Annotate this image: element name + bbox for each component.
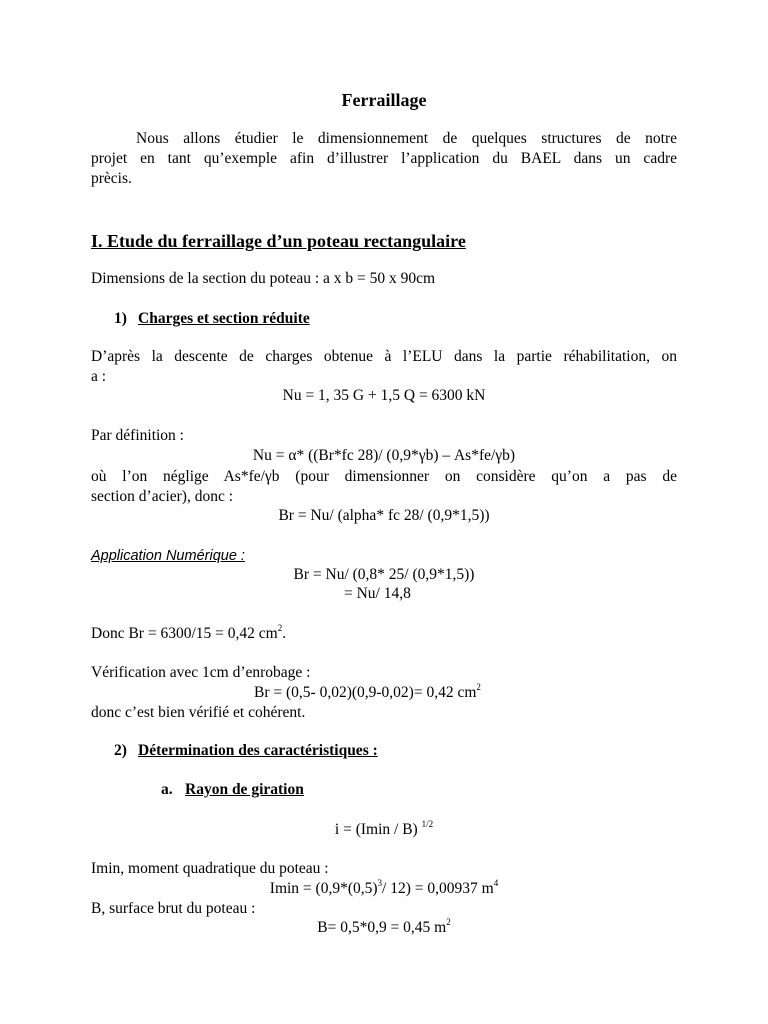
formula-definition: Nu = α* ((Br*fc 28)/ (0,9*γb) – As*fe/γb) — [252, 447, 516, 464]
subsection-1-number: 1) — [114, 310, 127, 327]
verification-formula-text: Br = (0,5- 0,02)(0,9-0,02)= 0,42 cm — [254, 684, 477, 701]
neglige-text-line-2: section d’acier), donc : — [91, 488, 234, 505]
imin-label: Imin, moment quadratique du poteau : — [91, 860, 329, 877]
b-formula-text: B= 0,5*0,9 = 0,45 m — [317, 919, 447, 936]
subsection-2-title: Détermination des caractéristiques : — [138, 742, 378, 759]
verification-conclusion: donc c’est bien vérifié et cohérent. — [91, 704, 306, 721]
verification-formula — [254, 683, 481, 703]
b-surface-label: B, surface brut du poteau : — [91, 900, 256, 917]
subsection-1-title: Charges et section réduite — [138, 310, 310, 327]
intro-paragraph-line-3: prècis. — [91, 170, 132, 187]
donc-br-exponent: 2 — [277, 623, 283, 633]
imin-exponent-4: 4 — [493, 878, 499, 888]
section-dimensions: Dimensions de la section du poteau : a x b = 50 x 90cm — [91, 270, 436, 287]
item-a-title: Rayon de giration — [185, 781, 304, 798]
formula-nu: Nu = 1, 35 G + 1,5 Q = 6300 kN — [282, 387, 486, 404]
application-formula-line-2: = Nu/ 14,8 — [344, 585, 411, 602]
application-numerique-label: Application Numérique : — [91, 548, 245, 564]
neglige-text-line-1: où l’on néglige As*fe/γb (pour dimensionner on considère qu’on a pas de — [91, 468, 677, 485]
formula-br: Br = Nu/ (alpha* fc 28/ (0,9*1,5)) — [278, 507, 490, 524]
intro-paragraph-line-1: Nous allons étudier le dimensionnement de quelques structures de notre — [136, 130, 677, 147]
page-title: Ferraillage — [341, 90, 427, 110]
subsection-2-heading — [114, 741, 378, 761]
descente-text-line-1: D’après la descente de charges obtenue à l’ELU dans la partie réhabilitation, on — [91, 348, 677, 365]
b-formula-exponent: 2 — [446, 917, 451, 927]
imin-formula-part-b: / 12) = 0,00937 m — [382, 880, 494, 897]
subsection-2-number: 2) — [114, 742, 127, 759]
formula-i-text: i = (Imin / B) — [334, 821, 418, 838]
application-formula-line-1: Br = Nu/ (0,8* 25/ (0,9*1,5)) — [293, 566, 475, 583]
verification-exponent: 2 — [476, 682, 481, 692]
formula-i-exponent: 1/2 — [421, 819, 434, 829]
intro-paragraph-line-2: projet en tant qu’exemple afin d’illustrer l’application du BAEL dans un cadre — [91, 150, 677, 167]
imin-exponent-3: 3 — [377, 878, 383, 888]
donc-br-period: . — [282, 625, 287, 642]
item-a-letter: a. — [161, 781, 173, 798]
imin-formula-part-a: Imin = (0,9*(0,5) — [269, 880, 378, 897]
subsection-1-heading — [114, 309, 310, 329]
section-heading: I. Etude du ferraillage d’un poteau rectangulaire — [91, 231, 466, 251]
item-a-heading — [161, 780, 304, 800]
par-definition-label: Par définition : — [91, 427, 184, 444]
donc-br-result — [91, 624, 286, 644]
imin-formula — [0, 879, 768, 899]
b-surface-formula — [0, 918, 768, 938]
donc-br-text: Donc Br = 6300/15 = 0,42 cm — [91, 625, 278, 642]
descente-text-line-2: a : — [91, 368, 107, 385]
formula-rayon-giration — [0, 820, 768, 840]
verification-label: Vérification avec 1cm d’enrobage : — [91, 664, 311, 681]
